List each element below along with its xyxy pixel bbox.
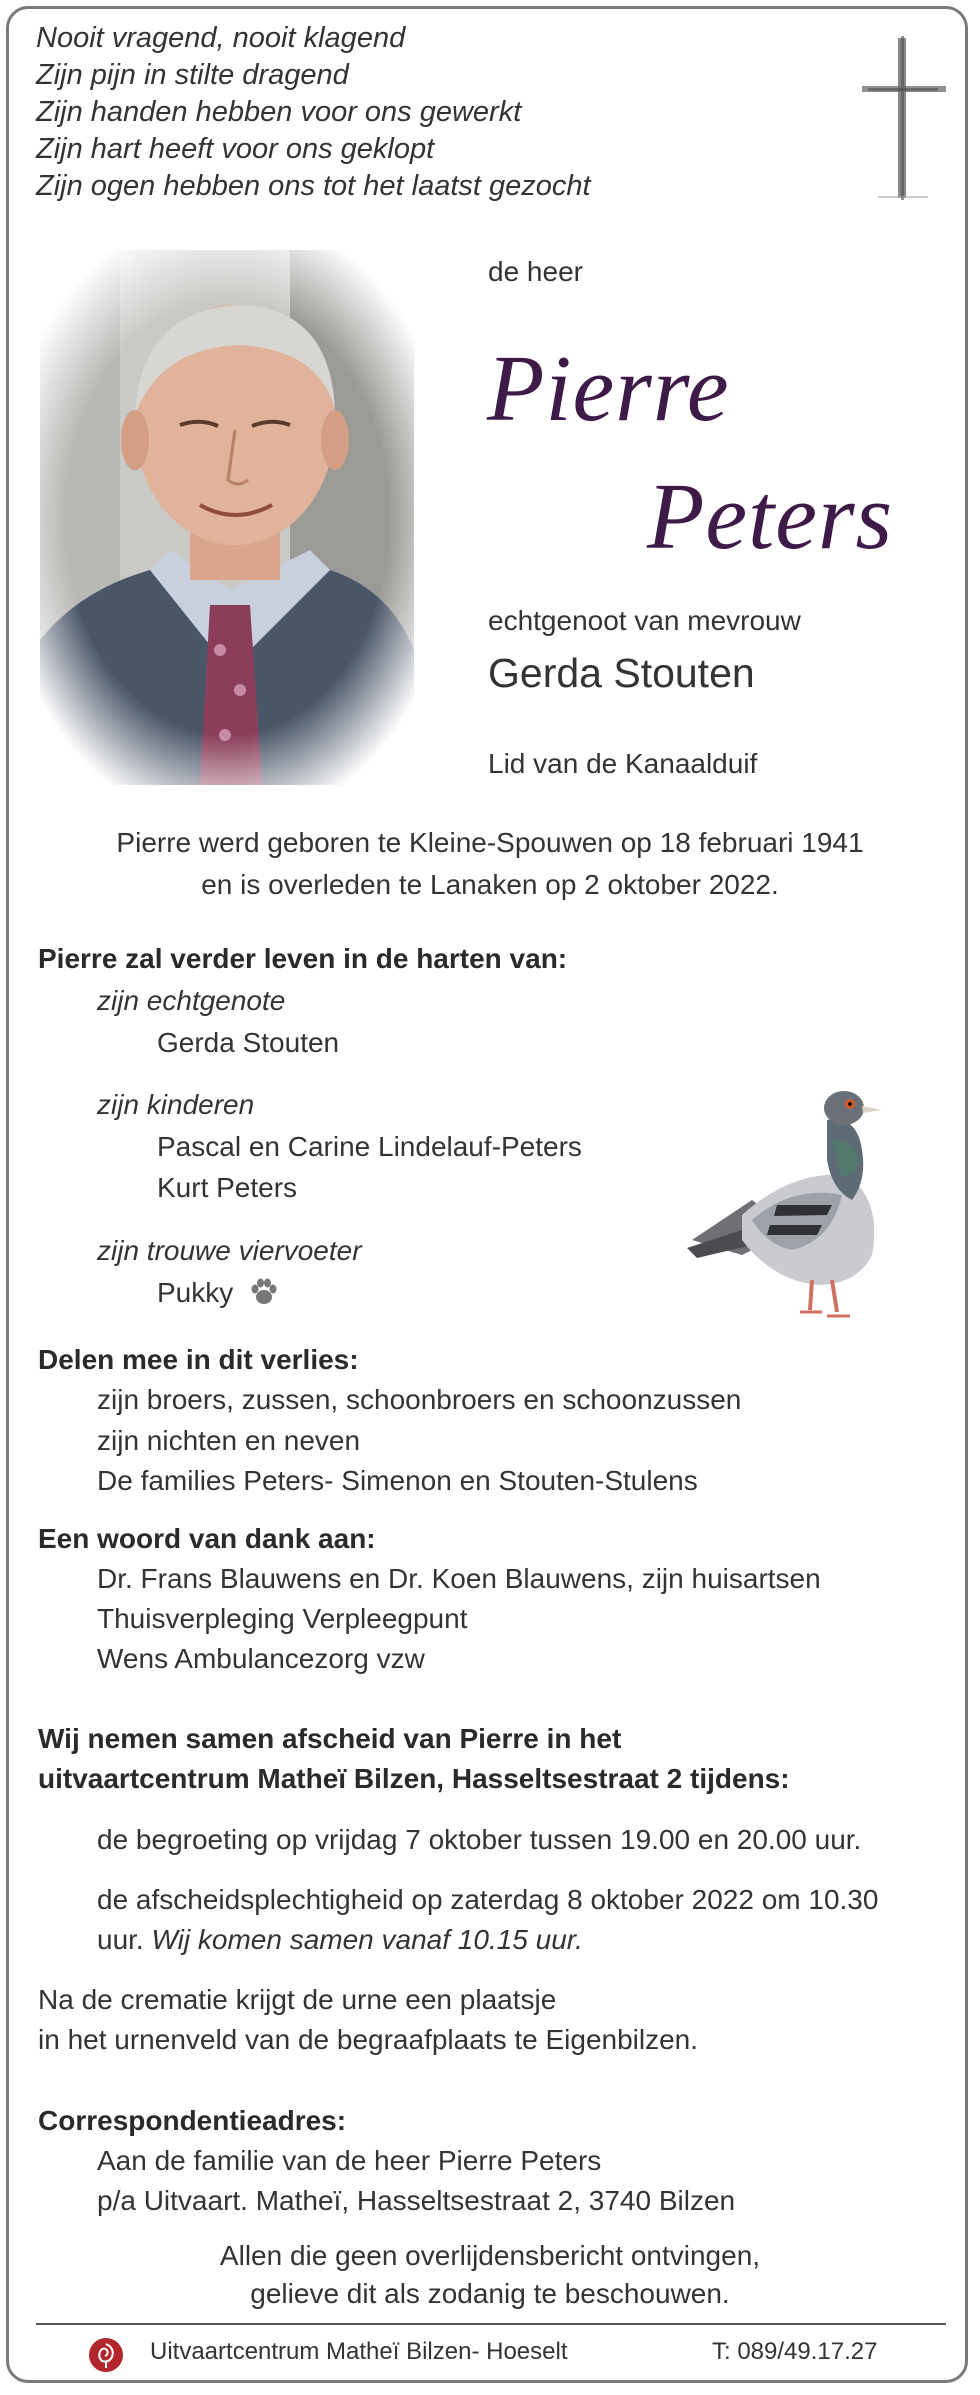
rose-logo-icon: [88, 2337, 124, 2373]
portrait-photo: [40, 250, 414, 785]
greeting-line: de begroeting op vrijdag 7 oktober tussen 19.00 en 20.00 uur.: [97, 1824, 862, 1855]
survivor-group-label: zijn trouwe viervoeter: [97, 1235, 362, 1266]
poem-line: Zijn pijn in stilte dragend: [36, 59, 349, 91]
title-prefix: de heer: [488, 256, 583, 287]
survivor-name: Pukky: [157, 1277, 234, 1308]
ceremony-line: [97, 1924, 583, 1956]
spouse-intro: echtgenoot van mevrouw: [488, 605, 801, 636]
sharing-heading: Delen mee in dit verlies:: [38, 1344, 359, 1375]
poem-line: Nooit vragend, nooit klagend: [36, 22, 406, 54]
death-line: en is overleden te Lanaken op 2 oktober 2022.: [201, 869, 779, 900]
first-name: Pierre: [487, 337, 730, 441]
pet-entry: [157, 1277, 279, 1309]
farewell-heading: uitvaartcentrum Matheï Bilzen, Hasseltsestraat 2 tijdens:: [38, 1763, 790, 1794]
ceremony-gathering: Wij komen samen vanaf 10.15 uur.: [151, 1924, 583, 1955]
survivors-heading: Pierre zal verder leven in de harten van:: [38, 943, 568, 974]
survivor-name: Pascal en Carine Lindelauf-Peters: [157, 1131, 582, 1162]
thanks-line: Wens Ambulancezorg vzw: [97, 1643, 425, 1674]
membership: Lid van de Kanaalduif: [488, 748, 758, 779]
notice-line: Allen die geen overlijdensbericht ontvingen,: [219, 2240, 761, 2271]
cross-icon: [858, 36, 948, 206]
thanks-line: Dr. Frans Blauwens en Dr. Koen Blauwens, zijn huisartsen: [97, 1563, 821, 1594]
birth-line: Pierre werd geboren te Kleine-Spouwen op 18 februari 1941: [116, 827, 864, 858]
cremation-line: in het urnenveld van de begraafplaats te Eigenbilzen.: [38, 2024, 699, 2055]
sharing-line: De families Peters- Simenon en Stouten-Stulens: [97, 1465, 698, 1496]
notice-block: [0, 2237, 980, 2313]
last-name: Peters: [647, 465, 894, 569]
correspondence-heading: Correspondentieadres:: [38, 2105, 347, 2136]
paw-icon: [249, 1278, 279, 1306]
footer-company: Uitvaartcentrum Matheï Bilzen- Hoeselt: [150, 2338, 568, 2365]
cremation-line: Na de crematie krijgt de urne een plaatsje: [38, 1984, 557, 2015]
survivor-group-label: zijn kinderen: [97, 1089, 255, 1120]
correspondence-line: Aan de familie van de heer Pierre Peters: [97, 2145, 602, 2176]
thanks-line: Thuisverpleging Verpleegpunt: [97, 1603, 468, 1634]
survivor-group-label: zijn echtgenote: [97, 985, 286, 1016]
birth-death-block: [0, 822, 980, 906]
sharing-line: zijn nichten en neven: [97, 1425, 361, 1456]
poem-line: Zijn ogen hebben ons tot het laatst gezocht: [36, 170, 591, 202]
thanks-heading: Een woord van dank aan:: [38, 1523, 376, 1554]
footer-divider: [36, 2323, 946, 2325]
poem-line: Zijn handen hebben voor ons gewerkt: [36, 96, 522, 128]
survivor-name: Kurt Peters: [157, 1172, 298, 1203]
correspondence-line: p/a Uitvaart. Matheï, Hasseltsestraat 2, 3740 Bilzen: [97, 2185, 736, 2216]
spouse-name: Gerda Stouten: [488, 650, 755, 696]
ceremony-text: uur.: [97, 1924, 144, 1955]
poem: [36, 20, 591, 205]
footer-phone: T: 089/49.17.27: [712, 2338, 878, 2365]
survivor-name: Gerda Stouten: [157, 1027, 340, 1058]
sharing-line: zijn broers, zussen, schoonbroers en schoonzussen: [97, 1384, 742, 1415]
farewell-heading: Wij nemen samen afscheid van Pierre in het: [38, 1723, 622, 1754]
ceremony-line: de afscheidsplechtigheid op zaterdag 8 oktober 2022 om 10.30: [97, 1884, 879, 1915]
poem-line: Zijn hart heeft voor ons geklopt: [36, 133, 435, 165]
pigeon-illustration: [682, 1080, 907, 1325]
notice-line: gelieve dit als zodanig te beschouwen.: [250, 2278, 730, 2309]
